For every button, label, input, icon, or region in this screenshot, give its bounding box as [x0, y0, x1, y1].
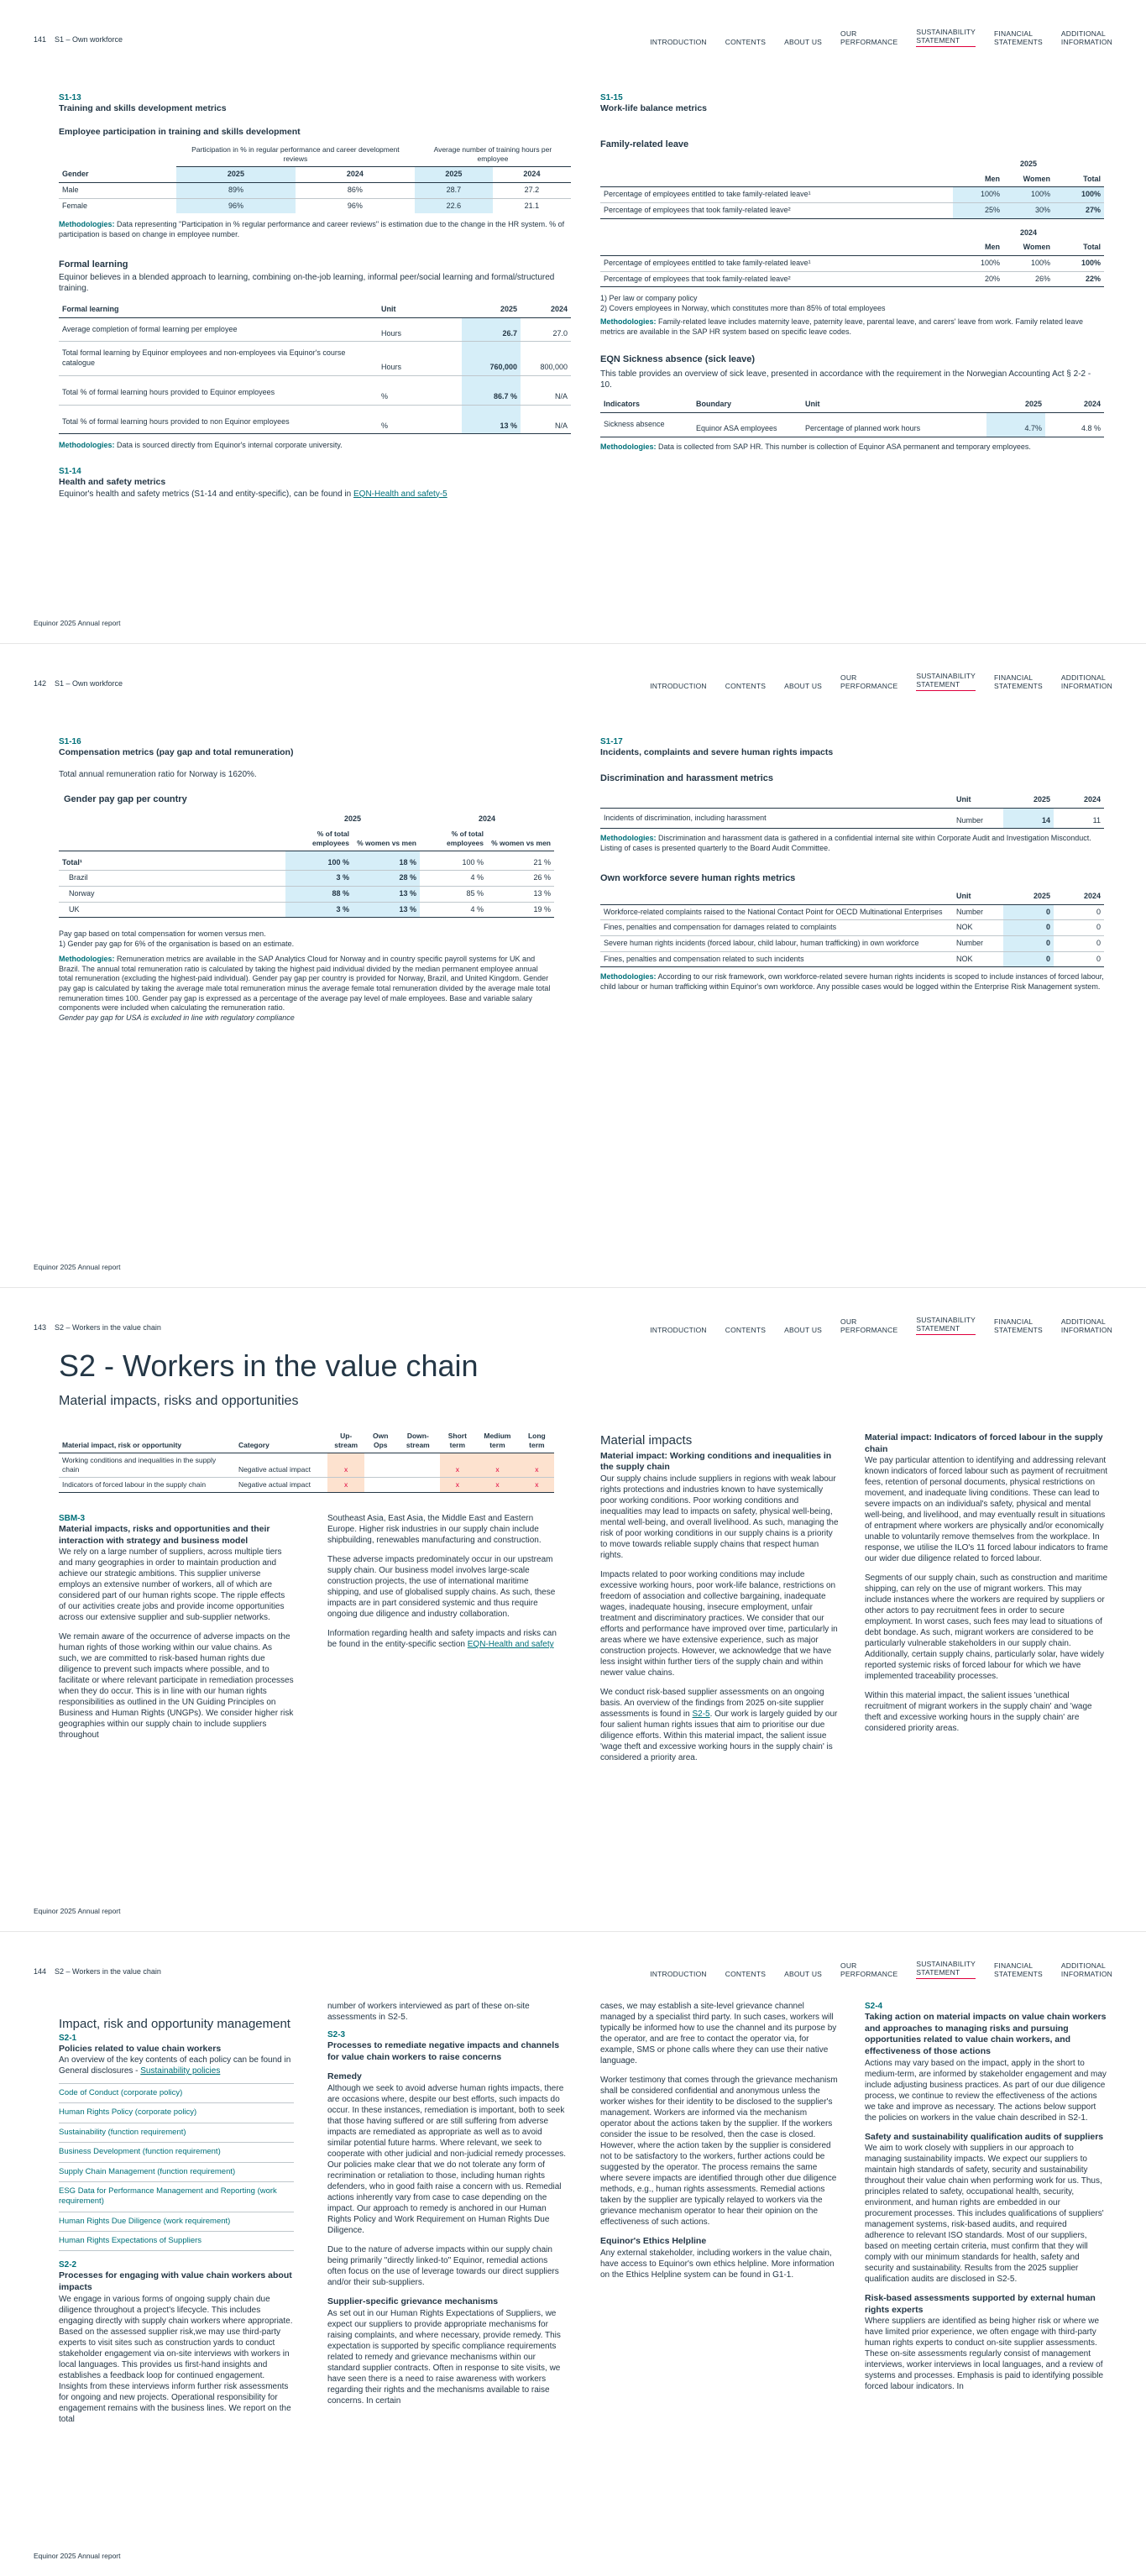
section-title: Work-life balance metrics [600, 103, 708, 113]
pay-gap-table: 2025 2024 % of total employees % women vs men % of total employees % women vs men Total¹ 100 % 18 % 100 % 21 % Brazil 3 % 28 % 4 % 26 % Norway 88 % 13 % 85 % 13 % UK 3 % 13 % 4 % 19 % [59, 812, 554, 919]
health-safety-link[interactable]: EQN-Health and safety [467, 1640, 554, 1649]
nav-financial-statements[interactable]: FINANCIAL STATEMENTS [994, 673, 1043, 691]
section-code: S2-3 [327, 2030, 346, 2039]
nav-introduction[interactable]: INTRODUCTION [650, 1326, 707, 1335]
chapter-title: S2 - Workers in the value chain [59, 1348, 479, 1383]
section-name: S1 – Own workforce [55, 679, 123, 688]
paragraph: Actions may vary based on the impact, apply in the short to medium-term, are informed by stakeholder engagement and may include adjusting business practices. As part of our due diligence process, we continue to review the effectiveness of the actions we take and improve as necessary. The actions below support the policies on workers in the value chain described in S2-1. [865, 2058, 1107, 2123]
methodologies-note: Methodologies: Family-related leave includes maternity leave, paternity leave, parental leave, and carers' leave from work. Family related leave metrics are available in the SAP HR system based on specific leave codes. [600, 317, 1083, 336]
subsection-title: Family-related leave [600, 139, 689, 149]
page-number: 143 [34, 1323, 47, 1332]
nav-our-performance[interactable]: OUR PERFORMANCE [840, 1961, 898, 1979]
page-number: 144 [34, 1967, 47, 1976]
paragraph: We conduct risk-based supplier assessments on an ongoing basis. An overview of the findings from 2025 on-site supplier assessments is found in S2-5. Our work is largely guided by our four salient human rights issues that aim to prioritise our due diligence efforts. Within this material impact, the salient issue 'wage theft and excessive working hours in the supply chain' is considered a priority area. [600, 1687, 838, 1762]
nav-contents[interactable]: CONTENTS [725, 682, 767, 691]
col-header: Gender [59, 167, 176, 183]
table-row: Workforce-related complaints raised to the National Contact Point for OECD Multinational Enterprises Number 0 0 [600, 904, 1104, 920]
s2-5-link[interactable]: S2-5 [692, 1709, 710, 1719]
subsection-title: Formal learning [59, 259, 128, 270]
usa-note: Gender pay gap for USA is excluded in line with regulatory compliance [59, 1013, 295, 1022]
group-header: Average number of training hours per employee [415, 143, 571, 167]
nav-sustainability-statement[interactable]: SUSTAINABILITY STATEMENT [916, 29, 976, 47]
nav-financial-statements[interactable]: FINANCIAL STATEMENTS [994, 1961, 1043, 1979]
table-row: Incidents of discrimination, including harassment Number 14 11 [600, 808, 1104, 829]
page-header [34, 24, 1112, 47]
section-title: Compensation metrics (pay gap and total remuneration) [59, 747, 294, 757]
subsection-title: Safety and sustainability qualification audits of suppliers [865, 2131, 1104, 2142]
page-144 [0, 1932, 1146, 2576]
subsection-title: EQN Sickness absence (sick leave) [600, 354, 756, 365]
page-number: 141 [34, 35, 47, 44]
impact-heading: Material impact: Indicators of forced labour in the supply chain [865, 1432, 1103, 1454]
page-footer: Equinor 2025 Annual report [34, 1906, 121, 1915]
section-code: S2-2 [59, 2260, 77, 2270]
remedy-column [327, 2001, 567, 2406]
col-header: 2024 [296, 167, 415, 183]
iro-table: Material impact, risk or opportunity Category Up-stream Own Ops Down-stream Short term Medium term Long term Working conditions and inequalities in the supply chain Negative actual impact x x x x Indicators of forced labour in the supply chain Negative actual impact x x x x [59, 1429, 554, 1493]
subsection-title: Discrimination and harassment metrics [600, 772, 774, 783]
paragraph: We pay particular attention to identifying and addressing relevant known indicators of forced labour such as payment of recruitment fees, retention of personal documents, physical restrictions on movement, and inadequate living conditions. These can lead to severe impacts on an individual's safety, physical and mental well-being, and livelihood, and may eventually result in situations of entrapment where workers are physically and/or economically unable to voluntarily remove themselves from the workplace. In response, we utilise the ILO's 11 forced labour indicators to frame our wider due diligence related to forced labour. [865, 1456, 1108, 1564]
forced-labour-column [865, 1432, 1108, 1734]
paragraph: Although we seek to avoid adverse human rights impacts, there are occasions where, despite our best efforts, such impacts do occur. In these instances, remediation is important, both to seek that those having suffered or are still suffering from adverse impacts are remediated as appropriate as well as to avoid similar potential future harms. Where relevant, we seek to cooperate with other judicial and non-judicial remedy processes. Our policies make clear that we do not tolerate any form of recrimination or retaliation to those, including human rights defenders, who in good faith raise a concern with us. Remedial actions inherently vary from case to case depending on the impact. Our approach to remedy is anchored in our Human Rights Policy and Work Requirement on Human Rights Due Diligence. [327, 2083, 567, 2235]
methodologies-note: Methodologies: Data is sourced directly from Equinor's internal corporate university. [59, 441, 343, 450]
section-title: Incidents, complaints and severe human rights impacts [600, 747, 834, 757]
nav-contents[interactable]: CONTENTS [725, 1326, 767, 1335]
discrimination-table: Unit 2025 2024 Incidents of discrimination, including harassment Number 14 11 [600, 793, 1104, 829]
section-code: S1-15 [600, 93, 623, 102]
paragraph: This table provides an overview of sick leave, presented in accordance with the requirement in the Norwegian Accounting Act § 2-2 - 10. [600, 369, 1091, 390]
group-header: Participation in % in regular performance and career development reviews [176, 143, 415, 167]
methodologies-note: Methodologies: Discrimination and harassment data is gathered in a confidential internal site within Corporate Audit and Investigation Misconduct. Listing of cases is presented quarterly to the Board Audit Committee. [600, 834, 1091, 852]
paragraph: number of workers interviewed as part of these on-site assessments in S2-5. [327, 2002, 530, 2022]
material-impacts-column [600, 1432, 840, 1763]
paragraph: Information regarding health and safety impacts and risks can be found in the entity-specific section EQN-Health and safety [327, 1629, 557, 1649]
nav-our-performance[interactable]: OUR PERFORMANCE [840, 1317, 898, 1335]
nav-about-us[interactable]: ABOUT US [784, 682, 823, 691]
policy-link[interactable]: Sustainability (function requirement) [59, 2123, 294, 2143]
formal-learning-table: Formal learning Unit 2025 2024 Average completion of formal learning per employee Hours 26.7 27.0 Total formal learning by Equinor employees and non-employees via Equinor's course catalogue Hours 760,000 800,000 Total % of formal learning hours provided to Equinor employees % 86.7 % N/A Total % of formal learning hours provided to non Equinor employees % 13 % N/A [59, 302, 571, 434]
section-code: S1-16 [59, 737, 81, 746]
impact-heading: Material impact: Working conditions and inequalities in the supply chain [600, 1450, 832, 1473]
nav-introduction[interactable]: INTRODUCTION [650, 682, 707, 691]
sbm-3-column [59, 1513, 294, 1741]
nav-additional-information[interactable]: ADDITIONAL INFORMATION [1060, 29, 1112, 47]
subsection-title: Gender pay gap per country [64, 793, 187, 804]
s1-13-section [59, 92, 571, 500]
paragraph: Segments of our supply chain, such as construction and maritime shipping, can rely on the use of migrant workers. This may include instances where the workers are required by suppliers or other actors to pay recruitment fees in order to secure employment. In worst cases, such fees may lead to situations of debt bondage. As such, migrant workers are considered to be particularly vulnerable stakeholders in our supply chain. Additionally, certain supply chains, particularly solar, have widely reported systemic risks of forced labour for which we have implemented traceability processes. [865, 1573, 1108, 1682]
table-row: Total formal learning by Equinor employees and non-employees via Equinor's course catalogue Hours 760,000 800,000 [59, 342, 571, 375]
subsection-title: Supplier-specific grievance mechanisms [327, 2296, 499, 2306]
paragraph: We remain aware of the occurrence of adverse impacts on the human rights of those working within our value chains. As such, we are committed to risk-based human rights due diligence to prevent such impacts where possible, and to facilitate or where relevant participate in remediation processes when they do occur. This is in line with our human rights responsibilities as outlined in the UN Guiding Principles on Business and Human Rights (UNGPs). We consider higher risk geographies within our supply chain to include suppliers throughout [59, 1632, 294, 1741]
table-row: Percentage of employees entitled to take family-related leave¹ 100% 100% 100% [600, 187, 1104, 203]
s1-16-section [59, 736, 554, 1024]
table-row: Total % of formal learning hours provided to Equinor employees % 86.7 % N/A [59, 375, 571, 405]
table-row: Male 89% 86% 28.7 27.2 [59, 183, 571, 199]
section-code: S1-17 [600, 737, 623, 746]
table-row: Percentage of employees that took family-related leave² 20% 26% 22% [600, 271, 1104, 287]
paragraph: We rely on a large number of suppliers, across multiple tiers and many geographies in order to maintain production and achieve our strategic ambitions. This supplier universe employs an extensive number of workers, all of which are considered part of our human rights scope. The ripple effects of our activities create jobs and provide income opportunities across our extensive supplier and sub-supplier networks. [59, 1547, 285, 1623]
policy-link[interactable]: Human Rights Policy (corporate policy) [59, 2103, 294, 2123]
table-row: Fines, penalties and compensation related to such incidents NOK 0 0 [600, 951, 1104, 967]
paragraph: These adverse impacts predominately occur in our upstream supply chain. Our business model involves large-scale construction projects, the use of international maritime shipping, and use of globalised supply chains. As such, these impacts are in part considered systemic and thus require ongoing due diligence and industry collaboration. [327, 1555, 556, 1619]
section-title: Training and skills development metrics [59, 103, 227, 113]
methodologies-note: Methodologies: Data is collected from SAP HR. This number is collection of Equinor ASA permanent and temporary employees. [600, 442, 1031, 451]
subsection-title: Remedy [327, 2071, 362, 2082]
page-footer: Equinor 2025 Annual report [34, 2551, 121, 2560]
section-code: S2-1 [59, 2033, 77, 2043]
section-name: S2 – Workers in the value chain [55, 1967, 161, 1976]
page-number: 142 [34, 679, 47, 688]
chapter-subtitle: Material impacts, risks and opportunities [59, 1394, 299, 1408]
paragraph: Impacts related to poor working conditions may include excessive working hours, poor work-life balance, restrictions on freedom of association and collective bargaining, inadequate wages, inadequate housing, insecure employment, unfair treatment and discriminatory practices. We consider that our efforts and performance have improved over time, particularly in areas where we have extensive experience, such as major construction projects. However, we acknowledge that we have less insight within further tiers of the supply chain and within newer value chains. [600, 1569, 838, 1678]
subsection-title: Risk-based assessments supported by external human rights experts [865, 2293, 1096, 2315]
col-header: 2025 [176, 167, 296, 183]
paragraph: Worker testimony that comes through the grievance mechanism shall be considered confidential and anonymous unless the worker wishes for their identity to be disclosed to the supplier's management. Workers are informed via the mechanism operator about the actions taken by the supplier. If the workers consider the issue to be resolved, then the case is closed. However, where the action taken by the supplier is considered not to be satisfactory to the workers, further actions could be suggested by the operator. The process remains the same where severe impacts are identified through other due diligence methods, e.g., human rights assessments. Remedial actions taken by the supplier are typically relayed to workers via the grievance mechanism operator to hear their opinion on the effectiveness of such actions. [600, 2076, 838, 2227]
paragraph: cases, we may establish a site-level grievance channel managed by a specialist third party. In such cases, workers will typically be informed how to use the channel and its purpose by the operator, and are free to contact the operator via, for example, SMS or phone calls where they can use their native language. [600, 2002, 837, 2066]
nav-financial-statements[interactable]: FINANCIAL STATEMENTS [994, 29, 1043, 47]
subsection-title: Impact, risk and opportunity management [59, 2017, 290, 2031]
nav-sustainability-statement[interactable]: SUSTAINABILITY STATEMENT [916, 1961, 976, 1979]
table-row: Working conditions and inequalities in the supply chain Negative actual impact x x x x [59, 1453, 554, 1478]
section-name: S2 – Workers in the value chain [55, 1323, 161, 1332]
table-row: Sickness absence Equinor ASA employees Percentage of planned work hours 4.7% 4.8 % [600, 413, 1104, 437]
table-row: Indicators of forced labour in the supply chain Negative actual impact x x x x [59, 1478, 554, 1493]
top-nav [650, 1312, 1112, 1335]
section-code: SBM-3 [59, 1514, 86, 1523]
section-title: Policies related to value chain workers [59, 2043, 222, 2054]
table-row: Severe human rights incidents (forced labour, child labour, human trafficking) in own workforce Number 0 0 [600, 936, 1104, 952]
page-header [34, 1312, 1112, 1335]
human-rights-table: Unit 2025 2024 Workforce-related complaints raised to the National Contact Point for OECD Multinational Enterprises Number 0 0 Fines, penalties and compensation for damages related to complaints NOK 0 0 Severe human rights incidents (forced labour, child labour, human trafficking) in own workforce Number 0 0 Fines, penalties and compensation related to such incidents NOK 0 0 [600, 889, 1104, 967]
policy-link[interactable]: ESG Data for Performance Management and Reporting (work requirement) [59, 2182, 294, 2212]
page-143 [0, 1288, 1146, 1932]
table-row: UK 3 % 13 % 4 % 19 % [59, 902, 554, 918]
paragraph: As set out in our Human Rights Expectations of Suppliers, we expect our suppliers to provide appropriate mechanisms for raising complaints, and where necessary, provide remedy. This expectation is supported by specific compliance requirements related to remedy and grievance mechanisms within our standard supplier contracts. Often in response to site visits, we have seen there is a need to raise awareness with workers regarding their rights and the mechanisms available to raise concerns. In certain [327, 2308, 561, 2406]
nav-additional-information[interactable]: ADDITIONAL INFORMATION [1060, 1961, 1112, 1979]
col-header: 2024 [493, 167, 571, 183]
paragraph: Any external stakeholder, including workers in the value chain, have access to Equinor's own ethics helpline. More information on the Ethics Helpline system can be found in G1-1. [600, 2248, 835, 2280]
section-name: S1 – Own workforce [55, 35, 123, 44]
section-code: S1-13 [59, 93, 81, 102]
nav-introduction[interactable]: INTRODUCTION [650, 38, 707, 47]
top-nav [650, 1956, 1112, 1979]
paragraph: Where suppliers are identified as being higher risk or where we have limited prior experience, we often engage with third-party human rights experts to conduct on-site supplier assessments. These on-site assessments regularly consist of management interviews, worker interviews in local languages, and a review of systems and processes. Emphasis is paid to identifying possible forced labour indicators. In [865, 2317, 1104, 2392]
sickness-table: Indicators Boundary Unit 2025 2024 Sickness absence Equinor ASA employees Percentage of planned work hours 4.7% 4.8 % [600, 397, 1104, 437]
nav-additional-information[interactable]: ADDITIONAL INFORMATION [1060, 1317, 1112, 1335]
nav-about-us[interactable]: ABOUT US [784, 1970, 823, 1979]
nav-about-us[interactable]: ABOUT US [784, 1326, 823, 1335]
table-row: Norway 88 % 13 % 85 % 13 % [59, 887, 554, 903]
table-row: Total % of formal learning hours provided to non Equinor employees % 13 % N/A [59, 405, 571, 434]
family-leave-table-2024: 2024 Men Women Total Percentage of employees entitled to take family-related leave¹ 100% 100% 100% Percentage of employees that took family-related leave² 20% 26% 22% [600, 226, 1104, 288]
table-row: Fines, penalties and compensation for damages related to complaints NOK 0 0 [600, 920, 1104, 936]
methodologies-note: Methodologies: Data representing "Participation in % regular performance and career reviews" is estimation due to the change in the HR system. % of participation is based on change in employee number. [59, 220, 565, 239]
grievance-column [600, 2001, 840, 2280]
health-safety-link[interactable]: EQN-Health and safety-5 [353, 489, 447, 499]
table-row: Percentage of employees that took family-related leave² 25% 30% 27% [600, 203, 1104, 219]
table-title: Employee participation in training and skills development [59, 126, 301, 137]
page-header [34, 1956, 1112, 1979]
paragraph: Equinor's health and safety metrics (S1-14 and entity-specific), can be found in EQN-Health and safety-5 [59, 489, 447, 499]
page-footer: Equinor 2025 Annual report [34, 1262, 121, 1271]
table-row: Percentage of employees entitled to take family-related leave¹ 100% 100% 100% [600, 256, 1104, 272]
footnote: 1) Per law or company policy [600, 294, 698, 303]
table-row: Brazil 3 % 28 % 4 % 26 % [59, 871, 554, 887]
page-footer: Equinor 2025 Annual report [34, 618, 121, 627]
family-leave-table-2025: 2025 Men Women Total Percentage of employees entitled to take family-related leave¹ 100% 100% 100% Percentage of employees that took family-related leave² 25% 30% 27% [600, 157, 1104, 219]
paragraph: We aim to work closely with suppliers in our approach to managing sustainability impacts. We expect our suppliers to maintain high standards of safety, security and sustainability throughout their value chain when performing work for us. Thus, principles related to safety, occupational health, security, environment, and human rights are embedded in our procurement processes. This includes qualifications of suppliers' management systems, risk-based audits, and required adherence to relevant ISO standards. Most of our suppliers, based on meeting certain criteria, must confirm that they will comply with our minimum standards for health, safety and security and sustainability. Results from the 2025 supplier qualification audits are disclosed in S2-5. [865, 2144, 1104, 2285]
paragraph: Due to the nature of adverse impacts within our supply chain being primarily "directly linked-to" Equinor, remedial actions often focus on the use of leverage towards our direct suppliers and/or their sub-suppliers. [327, 2244, 559, 2287]
paragraph: Equinor believes in a blended approach to learning, combining on-the-job learning, informal peer/social learning and formal/structured training. [59, 273, 555, 294]
sbm-3-column-2 [327, 1513, 563, 1650]
policy-list [59, 2083, 294, 2251]
policy-link[interactable]: Human Rights Due Diligence (work requirement) [59, 2212, 294, 2232]
nav-introduction[interactable]: INTRODUCTION [650, 1970, 707, 1979]
policy-link[interactable]: Human Rights Expectations of Suppliers [59, 2232, 294, 2251]
paragraph: Our supply chains include suppliers in regions with weak labour rights protections and industries known to have systemically poor working conditions. Poor working conditions and inequalities may lead to impacts on safety, physical well-being, mental well-being, and overall livelihood. As such, managing the risk of poor working conditions in our supply chains is a priority to move towards reliable supply chains that respect human rights. [600, 1474, 839, 1560]
subsection-title: Material impacts [600, 1433, 693, 1448]
subsection-title: Equinor's Ethics Helpline [600, 2236, 707, 2246]
iro-table-wrap [59, 1429, 554, 1493]
page-141 [0, 0, 1146, 644]
table-row: Female 96% 96% 22.6 21.1 [59, 198, 571, 213]
paragraph: We engage in various forms of ongoing supply chain due diligence throughout a project's lifecycle. This includes engaging directly with supply chain workers where appropriate. Based on the assessed supplier risk,we may use third-party experts to visit sites such as construction yards to conduct stakeholder engagement via on-site interviews with workers in local languages. This provides us first-hand insights and establishes a feedback loop for continued engagement. Insights from these interviews inform further risk assessments for ongoing and new projects. Operational responsibility for engagement remains with the business lines. We report on the total [59, 2294, 293, 2424]
section-title: Processes for engaging with value chain workers about impacts [59, 2270, 292, 2292]
sustainability-policies-link[interactable]: Sustainability policies [140, 2066, 221, 2076]
nav-contents[interactable]: CONTENTS [725, 38, 767, 47]
page-142 [0, 644, 1146, 1288]
actions-column [865, 2001, 1108, 2392]
nav-about-us[interactable]: ABOUT US [784, 38, 823, 47]
section-title: Processes to remediate negative impacts and channels for value chain workers to raise concerns [327, 2040, 560, 2062]
paragraph: Within this material impact, the salient issues 'unethical recruitment of migrant workers in the supply chain' and 'wage theft and excessive working hours in the supply chain' are considered priority areas. [865, 1691, 1092, 1734]
nav-financial-statements[interactable]: FINANCIAL STATEMENTS [994, 1317, 1043, 1335]
section-code: S1-14 [59, 466, 81, 476]
subsection-title: Own workforce severe human rights metrics [600, 872, 796, 883]
policies-column [59, 2016, 294, 2425]
policy-link[interactable]: Code of Conduct (corporate policy) [59, 2084, 294, 2103]
policy-link[interactable]: Supply Chain Management (function requirement) [59, 2163, 294, 2182]
page-header [34, 668, 1112, 691]
top-nav [650, 668, 1112, 691]
nav-our-performance[interactable]: OUR PERFORMANCE [840, 673, 898, 691]
policy-link[interactable]: Business Development (function requirement) [59, 2143, 294, 2162]
table-row: Average completion of formal learning per employee Hours 26.7 27.0 [59, 317, 571, 342]
section-title: Health and safety metrics [59, 476, 166, 487]
paragraph: Total annual remuneration ratio for Norway is 1620%. [59, 769, 257, 779]
methodologies-note: Methodologies: According to our risk framework, own workforce-related severe human rights incidents is scoped to include instances of forced labour, child labour or human trafficking within Equinor's own workforce. Any possible cases would be logged within the Enterprise Risk Management system. [600, 972, 1104, 992]
s1-15-section [600, 92, 1104, 453]
nav-sustainability-statement[interactable]: SUSTAINABILITY STATEMENT [916, 673, 976, 691]
s1-17-section [600, 736, 1104, 992]
section-code: S2-4 [865, 2002, 883, 2011]
footnote: 2) Covers employees in Norway, which constitutes more than 85% of total employees [600, 304, 886, 313]
top-nav [650, 24, 1112, 47]
table-row: Total¹ 100 % 18 % 100 % 21 % [59, 851, 554, 871]
nav-our-performance[interactable]: OUR PERFORMANCE [840, 29, 898, 47]
section-title: Material impacts, risks and opportunities and their interaction with strategy and business model [59, 1524, 270, 1546]
nav-contents[interactable]: CONTENTS [725, 1970, 767, 1979]
section-title: Taking action on material impacts on value chain workers and approaches to managing risks and pursuing opportunities related to value chain workers, and effectiveness of those actions [865, 2012, 1107, 2056]
training-table [59, 143, 571, 213]
nav-additional-information[interactable]: ADDITIONAL INFORMATION [1060, 673, 1112, 691]
paragraph: Southeast Asia, East Asia, the Middle East and Eastern Europe. Higher risk industries in our supply chain include shipbuilding, renewables manufacturing and construction. [327, 1514, 542, 1545]
paragraph: An overview of the key contents of each policy can be found in General disclosures - Sustainability policies [59, 2055, 291, 2076]
footnote: Pay gap based on total compensation for women versus men. [59, 929, 266, 939]
col-header: 2025 [415, 167, 493, 183]
footnote: 1) Gender pay gap for 6% of the organisation is based on an estimate. [59, 940, 295, 949]
nav-sustainability-statement[interactable]: SUSTAINABILITY STATEMENT [916, 1317, 976, 1335]
methodologies-note: Methodologies: Remuneration metrics are available in the SAP Analytics Cloud for Norway and in country specific payroll systems for UK and Brazil. The annual total remuneration ratio is calculated by taking the highest paid individual divided by the median permanent employee annual total remuneration (excluding the highest-paid individual). Gender pay gap per country is provided for Norway, Brazil, and United Kingdom. Gender pay gap is calculated by taking the average male total remuneration minus the average female total remuneration divided by the average male total remuneration times 100. Gender pay gap is expressed as a percentage of the average pay level of male employees. Base and variable salary components were included when calculating the remuneration ratio. [59, 954, 551, 1013]
